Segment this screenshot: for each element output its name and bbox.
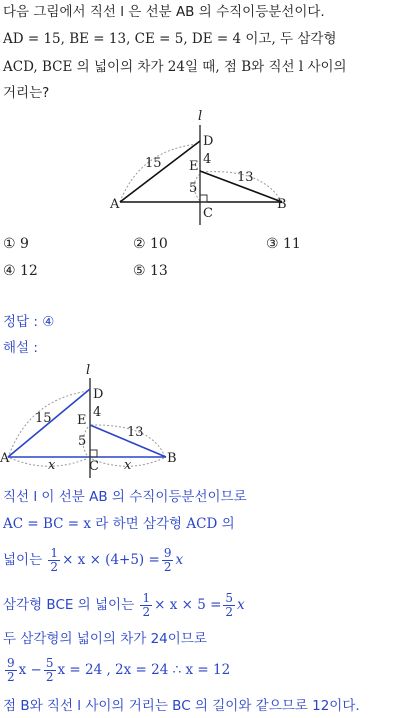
option-1[interactable]: ① 9 xyxy=(3,236,29,252)
fig1-point-d: D xyxy=(203,134,214,149)
question-line-1: 다음 그림에서 직선 l 은 선분 AB 의 수직이등분선이다. xyxy=(3,4,325,20)
sol-right-angle-mark xyxy=(90,450,97,457)
fig2-length-be: 13 xyxy=(127,425,144,440)
fig2-point-d: D xyxy=(93,387,104,402)
fig1-length-de: 4 xyxy=(203,152,212,167)
fig2-length-de: 4 xyxy=(93,405,102,420)
solution-step-5: 두 삼각형의 넓이의 차가 24이므로 xyxy=(3,631,207,647)
fig1-line-label: l xyxy=(198,109,203,124)
fraction-five-halves-2: $\frac{5}{2}$ xyxy=(45,655,54,684)
option-4[interactable]: ④ 12 xyxy=(3,263,38,279)
fig1-point-b: B xyxy=(277,197,287,212)
solution-title: 해설 : xyxy=(3,340,38,356)
fig2-point-a: A xyxy=(0,451,10,466)
question-line-2: AD = 15, BE = 13, CE = 5, DE = 4 이고, 두 삼각형 xyxy=(3,31,337,47)
fig1-length-ce: 5 xyxy=(189,181,198,196)
option-3[interactable]: ③ 11 xyxy=(266,236,301,252)
fig1-point-a: A xyxy=(110,197,120,212)
solution-step-7: 점 B와 직선 l 사이의 거리는 BC 의 길이와 같으므로 12이다. xyxy=(3,698,360,714)
fraction-one-half-2: $\frac{1}{2}$ xyxy=(142,590,151,619)
solution-step-6: $\frac{9}{2}$ x − $\frac{5}{2}$ x = 24 , 2x = 24 ∴ x = 12 xyxy=(7,655,231,684)
question-line-4: 거리는? xyxy=(3,85,50,101)
fig2-line-label: l xyxy=(86,363,91,378)
fig1-point-e: E xyxy=(189,159,199,174)
fig2-point-b: B xyxy=(167,451,177,466)
fig1-length-ad: 15 xyxy=(145,156,162,171)
fraction-nine-halves-2: $\frac{9}{2}$ xyxy=(7,655,15,684)
option-2[interactable]: ② 10 xyxy=(133,236,168,252)
fig2-point-e: E xyxy=(77,413,87,428)
question-line-3: ACD, BCE 의 넓이의 차가 24일 때, 점 B와 직선 l 사이의 xyxy=(3,59,347,75)
fig1-length-be: 13 xyxy=(237,170,254,185)
option-5[interactable]: ⑤ 13 xyxy=(133,263,168,279)
fraction-five-halves: $\frac{5}{2}$ xyxy=(225,590,234,619)
solution-step-2: AC = BC = x 라 하면 삼각형 ACD 의 xyxy=(3,516,235,532)
fig2-point-c: C xyxy=(89,459,99,474)
solution-step-1: 직선 l 이 선분 AB 의 수직이등분선이므로 xyxy=(3,489,247,505)
fig2-length-ac: x xyxy=(48,458,56,473)
fig2-length-cb: x xyxy=(124,458,132,473)
solution-step-4: 삼각형 BCE 의 넓이는 $\frac{1}{2}$ × x × 5 = $\frac{5}{2}$ x xyxy=(3,590,245,619)
answer-label: 정답 : ④ xyxy=(3,314,55,330)
fig1-point-c: C xyxy=(203,206,213,221)
fig2-length-ad: 15 xyxy=(35,411,52,426)
fraction-nine-halves: $\frac{9}{2}$ xyxy=(163,545,172,574)
fig2-length-ce: 5 xyxy=(78,434,87,449)
fraction-one-half: $\frac{1}{2}$ xyxy=(50,545,59,574)
solution-step-3: 넓이는 $\frac{1}{2}$ × x × (4+5) = $\frac{9}{2}$ x xyxy=(3,545,184,574)
